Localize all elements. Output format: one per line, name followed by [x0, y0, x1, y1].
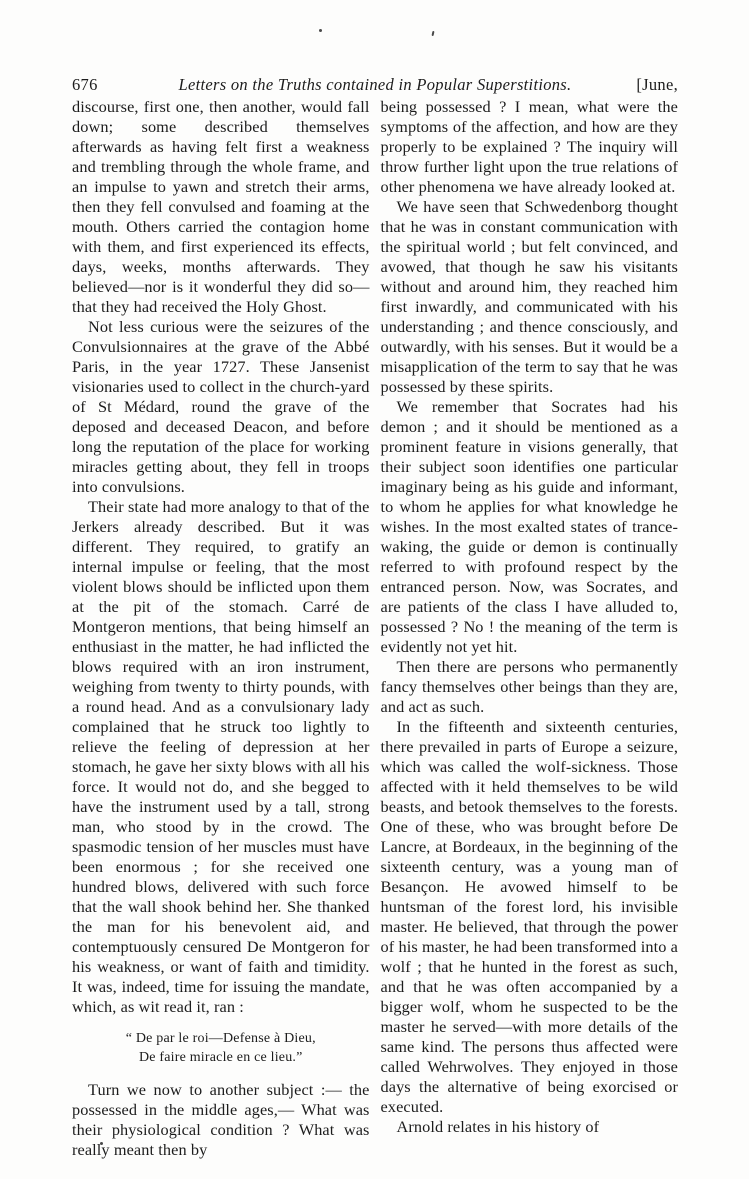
- quote-line: “ De par le roi—Defense à Dieu,: [125, 1031, 316, 1046]
- paragraph: Turn we now to another subject :— the possessed in the middle ages,— What was their physiological condition ? What was really meant then by: [72, 1080, 370, 1159]
- paragraph: being possessed ? I mean, what were the symptoms of the affection, and how are they properly to be explained ? The inquiry will throw further light upon the true relations of other phenomena we have already looked at.: [380, 97, 678, 196]
- running-title: Letters on the Truths contained in Popular Superstitions.: [178, 75, 572, 94]
- paragraph: In the fifteenth and sixteenth centuries, there prevailed in parts of Europe a seizure, which was called the wolf-sickness. Those affected with it held themselves to be wild beasts, and betook themselves to the forests. One of these, who was brought before De Lancre, at Bordeaux, in the beginning of the sixteenth century, was a young man of Besançon. He avowed himself to be huntsman of the forest lord, his invisible master. He believed, that through the power of his master, he had been transformed into a wolf ; that he hunted in the forest as such, and that he was often accompanied by a bigger wolf, whom he suspected to be the master he served—with more details of the same kind. The persons thus affected were called Wehrwolves. They enjoyed in those days the alternative of being exorcised or executed.: [380, 717, 678, 1116]
- paragraph: Their state had more analogy to that of the Jerkers already described. But it was different. They required, to gratify an internal impulse or feeling, that the most violent blows should be inflicted upon them at the pit of the stomach. Carré de Montgeron mentions, that being himself an enthusiast in the matter, he had inflicted the blows required with an iron instrument, weighing from twenty to thirty pounds, with a round head. And as a convulsionary lady complained that he struck too lightly to relieve the feeling of depression at her stomach, he gave her sixty blows with all his force. It would not do, and she begged to have the instrument used by a tall, strong man, who stood by in the crowd. The spasmodic tension of her muscles must have been enormous ; for she received one hundred blows, delivered with such force that the wall shook behind her. She thanked the man for his benevolent aid, and contemptuously censured De Montgeron for his weakness, or want of faith and timidity. It was, indeed, time for issuing the mandate, which, as wit read it, ran :: [72, 497, 370, 1016]
- paragraph: Arnold relates in his history of: [396, 1117, 600, 1136]
- paragraph: Not less curious were the seizures of the Convulsionnaires at the grave of the Abbé Paris, in the year 1727. These Jansenist visionaries used to collect in the church-yard of St Médard, round the grave of the deposed and deceased Deacon, and before long the reputation of the place for working miracles getting about, they fell in troops into convulsions.: [72, 317, 370, 496]
- paragraph: We have seen that Schwedenborg thought that he was in constant communication with the spiritual world ; but felt convinced, and avowed, that though he saw his visitants without and around him, they reached him first inwardly, and communicated with his understanding ; and thence consciously, and outwardly, with his senses. But it would be a misapplication of the term to say that he was possessed by these spirits.: [380, 197, 678, 396]
- issue-date: [June,: [636, 75, 678, 94]
- right-column: [381, 97, 679, 1160]
- scan-speck: [432, 31, 435, 36]
- paragraph: discourse, first one, then another, would fall down; some described themselves afterwards as having felt first a weakness and trembling through the whole frame, and an impulse to yawn and stretch their arms, then they fell convulsed and foaming at the mouth. Others carried the contagion home with them, and first experienced its effects, days, weeks, months afterwards. They believed—nor is it wonderful they did so—that they had received the Holy Ghost.: [72, 97, 370, 316]
- page-header: [72, 75, 678, 95]
- quote-line: De faire miracle en ce lieu.”: [138, 1050, 303, 1065]
- page-number: 676: [72, 75, 98, 94]
- verse-quote: [72, 1029, 370, 1067]
- scan-speck: [319, 29, 322, 32]
- left-column: [72, 97, 370, 1160]
- paragraph: We remember that Socrates had his demon ; and it should be mentioned as a prominent feature in visions generally, that their subject soon identifies one particular imaginary being as his guide and informant, to whom he applies for what knowledge he wishes. In the most exalted states of trance-waking, the guide or demon is continually referred to with profound respect by the entranced person. Now, was Socrates, and are patients of the class I have alluded to, possessed ? No ! the meaning of the term is evidently not yet hit.: [380, 397, 678, 656]
- text-columns: [72, 97, 678, 1160]
- paragraph: Then there are persons who permanently fancy themselves other beings than they are, and act as such.: [380, 657, 678, 716]
